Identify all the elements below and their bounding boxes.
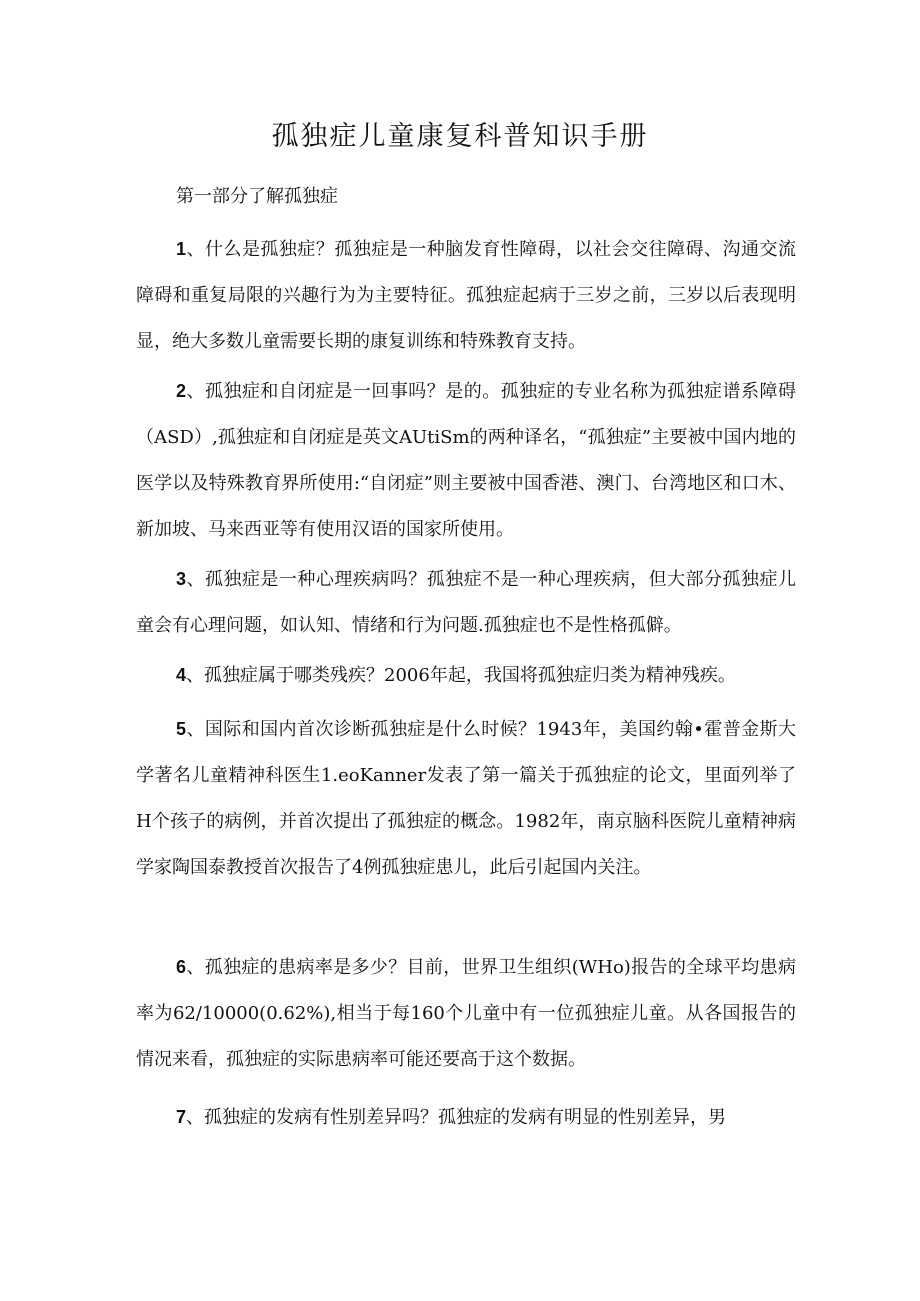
- item-number: 4: [176, 665, 187, 685]
- paragraph-1: [136, 226, 796, 365]
- paragraph-6: [136, 944, 796, 1083]
- paragraph-text: 、孤独症的患病率是多少？目前，世界卫生组织(WHo)报告的全球平均患病率为62/10000(0.62%),相当于每160个儿童中有一位孤独症儿童。从各国报告的情况来看，孤独症的实际患病率可能还要高于这个数据。: [136, 957, 796, 1070]
- item-number: 6: [176, 957, 187, 977]
- paragraph-text: 、孤独症的发病有性别差异吗？孤独症的发病有明显的性别差异，男: [186, 1107, 727, 1128]
- page-title: 孤独症儿童康复科普知识手册: [271, 121, 649, 152]
- paragraph-text: 、孤独症是一种心理疾病吗？孤独症不是一种心理疾病，但大部分孤独症儿童会有心理问题，如认知、情绪和行为问题.孤独症也不是性格孤僻。: [136, 569, 796, 636]
- paragraph-5: [136, 706, 796, 891]
- paragraph-text: 、孤独症属于哪类残疾？2006年起，我国将孤独症归类为精神残疾。: [186, 665, 736, 686]
- paragraph-3: [136, 556, 796, 649]
- paragraph-7: [136, 1094, 796, 1141]
- item-number: 2: [176, 381, 187, 401]
- paragraph-text: 、国际和国内首次诊断孤独症是什么时候？1943年，美国约翰•霍普金斯大学著名儿童精神科医生1.eoKanner发表了第一篇关于孤独症的论文，里面列举了H个孩子的病例，并首次提出了孤独症的概念。1982年，南京脑科医院儿童精神病学家陶国泰教授首次报告了4例孤独症患儿，此后引起国内关注。: [136, 719, 796, 878]
- item-number: 7: [176, 1107, 187, 1127]
- item-number: 3: [176, 569, 187, 589]
- paragraph-2: [136, 368, 796, 553]
- item-number: 1: [176, 239, 187, 259]
- paragraph-text: 、孤独症和自闭症是一回事吗？是的。孤独症的专业名称为孤独症谱系障碍（ASD）,孤独症和自闭症是英文AUtiSm的两种译名，“孤独症”主要被中国内地的医学以及特殊教育界所使用:“自闭症”则主要被中国香港、澳门、台湾地区和口木、新加坡、马来西亚等有使用汉语的国家所使用。: [136, 381, 796, 540]
- paragraph-4: [136, 652, 796, 699]
- paragraph-text: 、什么是孤独症？孤独症是一种脑发育性障碍，以社会交往障碍、沟通交流障碍和重复局限的兴趣行为为主要特征。孤独症起病于三岁之前，三岁以后表现明显，绝大多数儿童需要长期的康复训练和特殊教育支持。: [136, 239, 796, 352]
- section-heading: 第一部分了解孤独症: [176, 186, 338, 207]
- item-number: 5: [176, 719, 187, 739]
